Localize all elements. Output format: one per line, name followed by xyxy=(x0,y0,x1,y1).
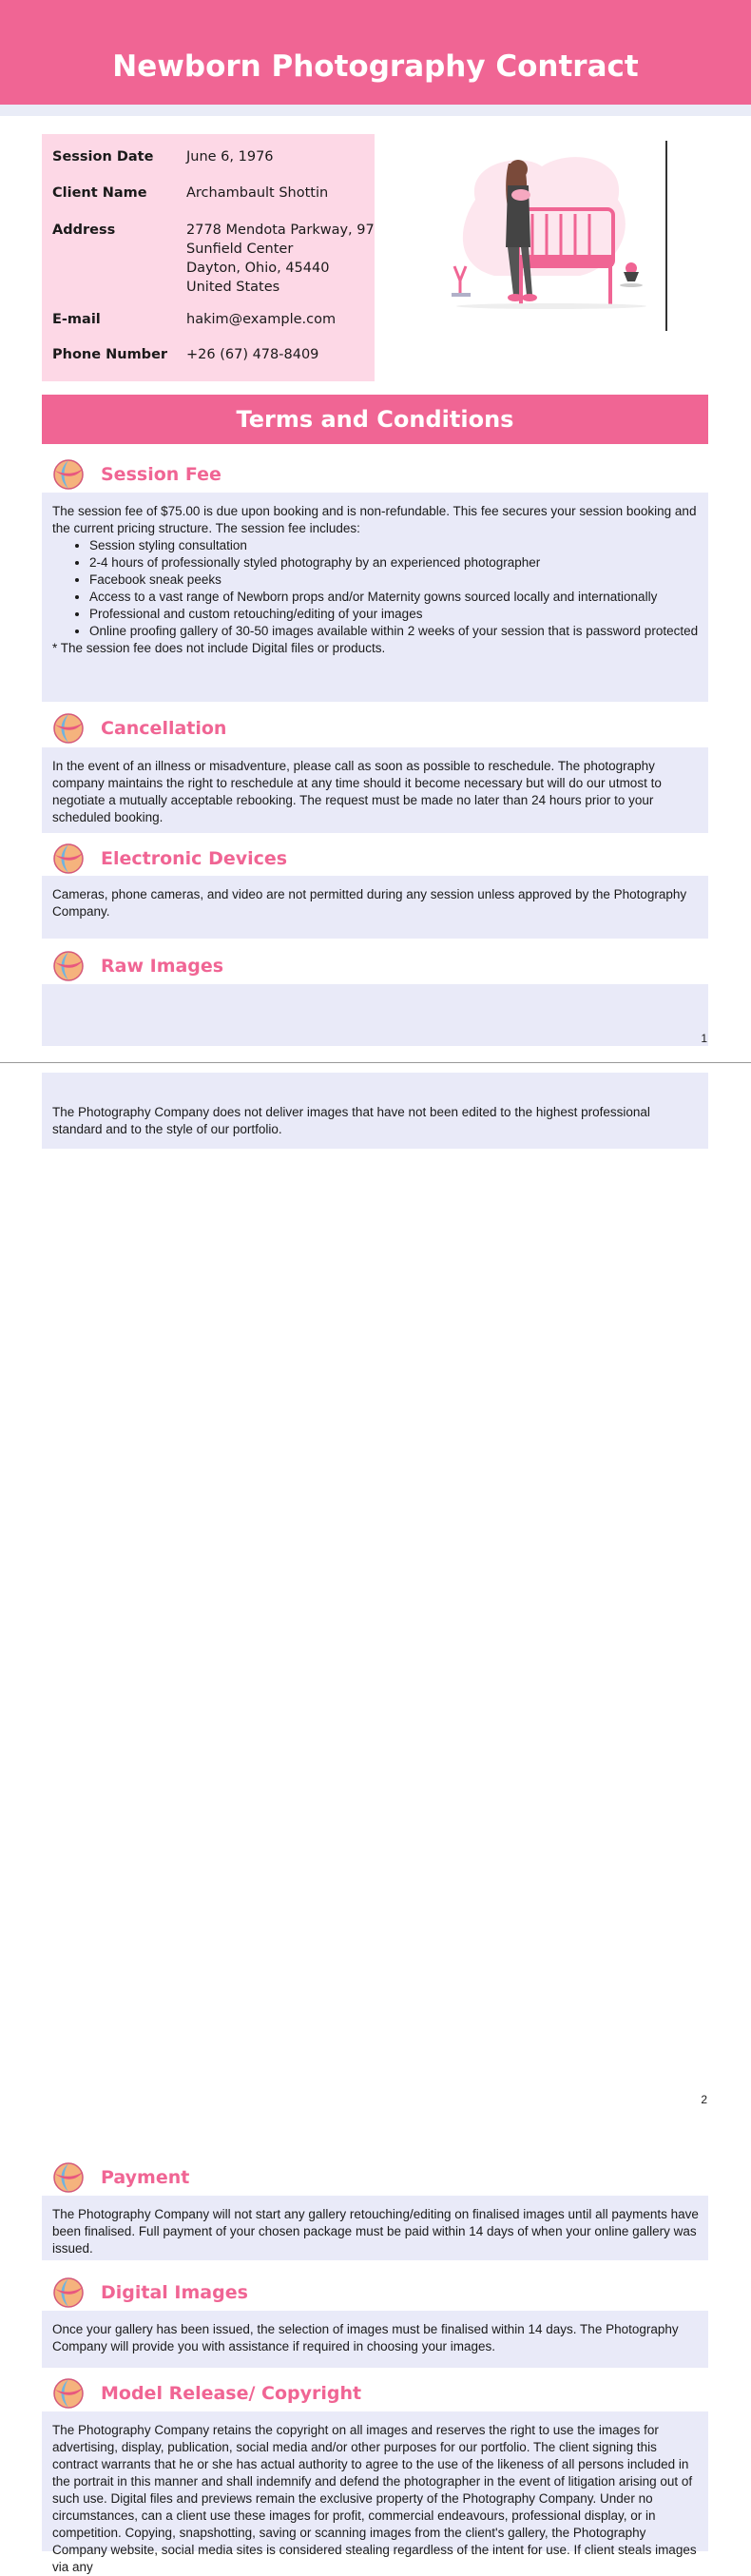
page-number: 1 xyxy=(701,1032,707,1045)
list-item: • 2-4 hours of professionally styled photography by an experienced photographer xyxy=(89,554,699,571)
page-number: 2 xyxy=(701,2093,707,2106)
fee-includes-list xyxy=(89,537,699,640)
beach-ball-icon xyxy=(53,459,84,490)
beach-ball-icon xyxy=(53,843,84,874)
section-intro: The session fee of $75.00 is due upon booking and is non-refundable. This fee secures your session booking and the current pricing structure. The session fee includes: xyxy=(52,504,697,535)
page-title: Newborn Photography Contract xyxy=(112,49,639,84)
section-header-model-release xyxy=(53,2378,624,2411)
list-item: • Access to a vast range of Newborn props and/or Maternity gowns sourced locally and internationally xyxy=(89,589,699,606)
info-label: E-mail xyxy=(52,312,101,327)
list-item: • Professional and custom retouching/editing of your images xyxy=(89,606,699,623)
address-line: United States xyxy=(186,280,280,295)
info-value: Archambault Shottin xyxy=(186,185,329,201)
list-item: • Session styling consultation xyxy=(89,537,699,554)
section-text: The Photography Company does not deliver images that have not been edited to the highest professional standard and to the style of our portfolio. xyxy=(52,1105,650,1136)
terms-title: Terms and Conditions xyxy=(236,406,514,433)
beach-ball-icon xyxy=(53,713,84,744)
address-line: Sunfield Center xyxy=(186,242,294,257)
section-text: The Photography Company retains the copyright on all images and reserves the right to use the images for advertising, display, publication, social media and/or other purposes for our portfolio. The client signing this contract warrants that he or she has actual authority to agree to the use of the likeness of all persons included in the portrait in this manner and shall indemnify and defend the photographer in the event of litigation arising out of such use. Digital files and previews remain the exclusive property of the Photography Company. Under no circumstances, can a client use these images for profit, commercial endeavours, professional display, or in competition. Copying, snapshotting, saving or scanning images from the client's gallery, the Photography Company website, social media sites is considered stealing regardless of the intent for use. If client steals images via any xyxy=(52,2423,697,2574)
info-label: Phone Number xyxy=(52,347,168,362)
section-text: Cameras, phone cameras, and video are not permitted during any session unless approved by the Photography Company. xyxy=(52,887,687,919)
beach-ball-icon xyxy=(53,951,84,981)
section-body-digital-images xyxy=(42,2311,708,2368)
beach-ball-icon xyxy=(53,2277,84,2308)
info-label: Address xyxy=(52,223,116,238)
section-note: * The session fee does not include Digital files or products. xyxy=(52,641,386,655)
section-body-model-release xyxy=(42,2411,708,2574)
section-text: Once your gallery has been issued, the selection of images must be finalised within 14 days. The Photography Company will provide you with assistance if required in choosing your images. xyxy=(52,2322,679,2353)
section-title: Raw Images xyxy=(101,956,224,977)
section-text: The Photography Company will not start any gallery retouching/editing on finalised images until all payments have been finalised. Full payment of your chosen package must be paid within 14 days of when your online gallery was issued. xyxy=(52,2207,699,2256)
page-break xyxy=(0,1062,751,1063)
info-value: June 6, 1976 xyxy=(186,149,274,165)
section-body-electronic-devices xyxy=(42,876,708,939)
divider-line xyxy=(665,141,667,331)
info-value xyxy=(186,221,376,297)
section-title: Cancellation xyxy=(101,718,227,739)
list-item: • Facebook sneak peeks xyxy=(89,571,699,589)
section-body-session-fee xyxy=(42,493,708,702)
address-line: Dayton, Ohio, 45440 xyxy=(186,261,330,276)
section-body-raw-images-top xyxy=(42,984,708,1046)
list-item: • Online proofing gallery of 30-50 images available within 2 weeks of your session that is password protected xyxy=(89,623,699,640)
section-title: Session Fee xyxy=(101,464,221,485)
client-info-box xyxy=(42,134,375,381)
section-body-payment xyxy=(42,2196,708,2260)
beach-ball-icon xyxy=(53,2162,84,2193)
info-value: hakim@example.com xyxy=(186,312,337,327)
address-line: 2778 Mendota Parkway, 97 xyxy=(186,223,375,238)
section-text: In the event of an illness or misadventure, please call as soon as possible to reschedule. The photography company maintains the right to reschedule at any time should it become necessary but will do our utmost to negotiate a mutually acceptable rebooking. The request must be made no later than 24 hours prior to your scheduled booking. xyxy=(52,759,662,824)
mother-with-baby-crib-illustration xyxy=(437,143,656,323)
section-header-digital-images xyxy=(53,2277,624,2310)
header-strip xyxy=(0,105,751,116)
section-header-session-fee xyxy=(53,459,624,492)
info-label: Session Date xyxy=(52,149,154,165)
beach-ball-icon xyxy=(53,2378,84,2409)
terms-banner xyxy=(42,395,708,444)
section-title: Payment xyxy=(101,2167,190,2188)
section-title: Model Release/ Copyright xyxy=(101,2383,362,2404)
section-header-electronic-devices xyxy=(53,843,624,876)
header-banner xyxy=(0,0,751,105)
section-header-payment xyxy=(53,2162,624,2195)
section-body-cancellation xyxy=(42,747,708,833)
section-header-cancellation xyxy=(53,713,624,746)
info-value: +26 (67) 478-8409 xyxy=(186,347,319,362)
section-header-raw-images xyxy=(53,951,624,983)
section-body-raw-images xyxy=(42,1073,708,1149)
info-label: Client Name xyxy=(52,185,147,201)
section-title: Electronic Devices xyxy=(101,848,288,869)
section-title: Digital Images xyxy=(101,2282,248,2303)
